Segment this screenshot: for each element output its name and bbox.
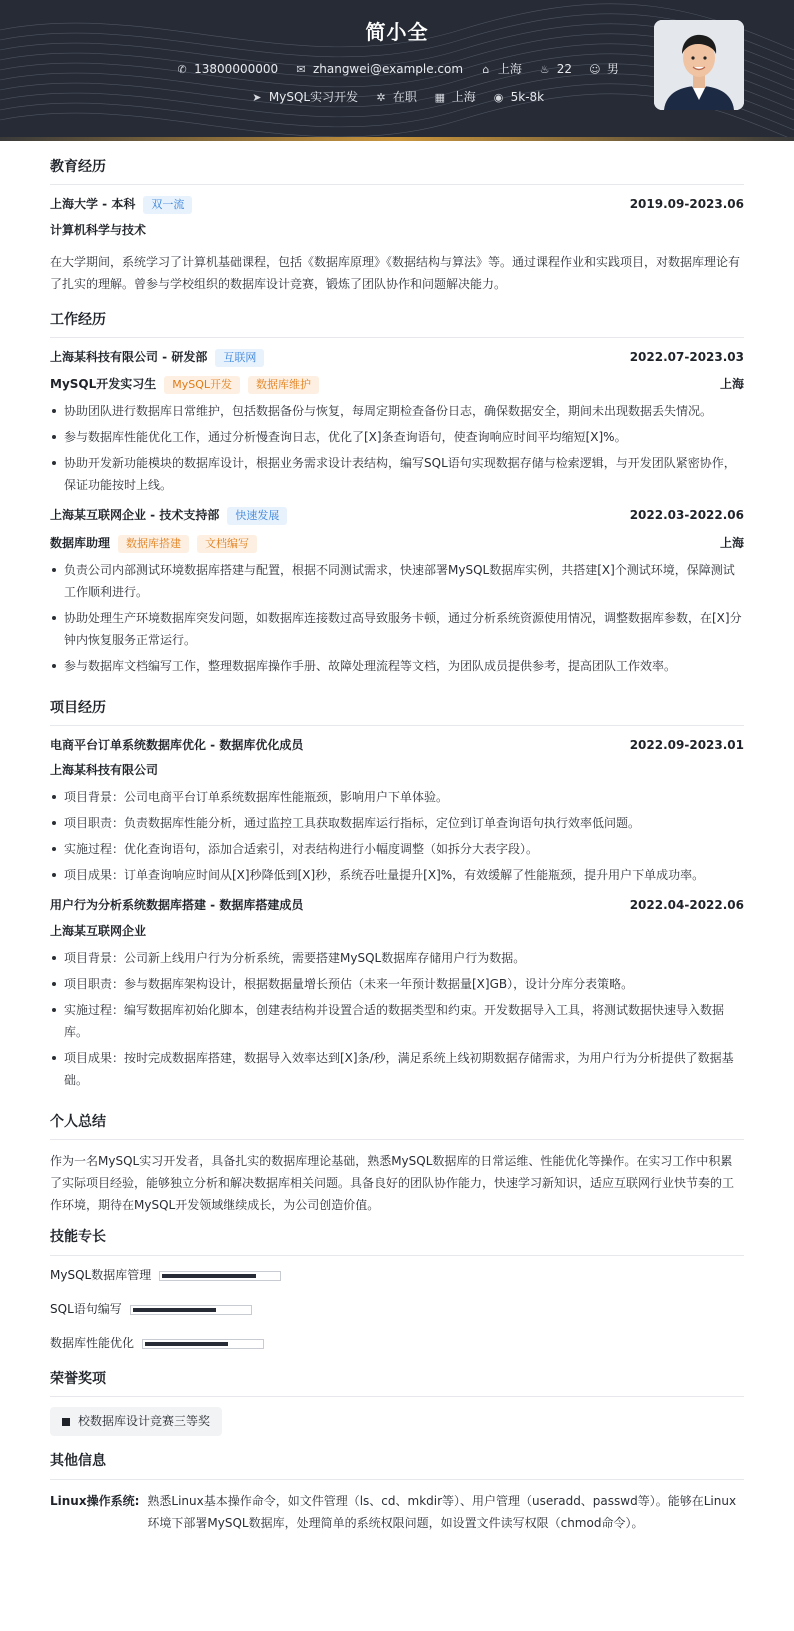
phone-info [175,60,278,79]
skill-level-bar [130,1305,252,1315]
resume-body [50,156,744,1534]
gender-info [588,60,619,79]
list-item: 项目职责：负责数据库性能分析，通过监控工具获取数据库运行指标，定位到订单查询语句执行效率低问题。 [50,812,744,834]
company-tag: 互联网 [215,349,264,367]
summary-section [50,1111,744,1216]
education-header-row [50,195,744,214]
company-name: 上海某互联网企业 - 技术支持部 [50,508,220,523]
list-item: 参与数据库文档编写工作，整理数据库操作手册、故障处理流程等文档，为团队成员提供参考，提高团队工作效率。 [50,655,744,677]
list-item: 项目职责：参与数据库架构设计，根据数据量增长预估（未来一年预计数据量[X]GB），设计分库分表策略。 [50,973,744,995]
email-value: zhangwei@example.com [312,62,464,76]
project-name: 电商平台订单系统数据库优化 - 数据库优化成员 [50,738,304,753]
list-item: 协助团队进行数据库日常维护，包括数据备份与恢复，每周定期检查备份日志，确保数据安全，期间未出现数据丢失情况。 [50,400,744,422]
education-description: 在大学期间，系统学习了计算机基础课程，包括《数据库原理》《数据结构与算法》等。通过课程作业和实践项目，对数据库理论有了扎实的理解。曾参与学校组织的数据库设计竞赛，锻炼了团队协作和问题解决能力。 [50,254,741,291]
list-item: 协助开发新功能模块的数据库设计，根据业务需求设计表结构，编写SQL语句实现数据存储与检索逻辑，与开发团队紧密协作，保证功能按时上线。 [50,452,744,496]
work-company-row [50,506,744,525]
work-location: 上海 [719,377,744,392]
phone-value: 13800000000 [194,62,279,76]
section-title-projects: 项目经历 [50,697,744,726]
list-item: 实施过程：优化查询语句，添加合适索引，对表结构进行小幅度调整（如拆分大表字段）。 [50,838,744,860]
work-role-row [50,534,744,553]
status-value: 在职 [392,90,417,104]
position-info [250,88,358,107]
company-tag: 快速发展 [227,507,287,525]
role-tag: MySQL开发 [164,376,240,394]
project-item [50,736,744,886]
list-item: 协助处理生产环境数据库突发问题，如数据库连接数过高导致服务卡顿，通过分析系统资源使用情况，调整数据库参数，在[X]分钟内恢复服务正常运行。 [50,607,744,651]
list-item: 参与数据库性能优化工作，通过分析慢查询日志，优化了[X]条查询语句，使查询响应时间平均缩短[X]%。 [50,426,744,448]
education-period: 2019.09-2023.06 [629,197,744,212]
other-info-text: 熟悉Linux基本操作命令，如文件管理（ls、cd、mkdir等）、用户管理（useradd、passwd等）。能够在Linux环境下部署MySQL数据库，处理简单的系统权限问题，如设置文件读写权限（chmod命令）。 [147,1493,737,1530]
project-org: 上海某科技有限公司 [50,763,159,778]
gender-value: 男 [606,62,619,76]
list-item: 项目背景：公司新上线用户行为分析系统，需要搭建MySQL数据库存储用户行为数据。 [50,947,744,969]
city-value: 上海 [497,62,522,76]
work-period: 2022.07-2023.03 [629,349,744,364]
section-title-education: 教育经历 [50,156,744,185]
skill-name: 数据库性能优化 [50,1336,135,1351]
position-value: MySQL实习开发 [268,90,359,104]
work-company-row [50,348,744,367]
send-icon: ➤ [252,91,262,104]
work-item [50,506,744,676]
project-org: 上海某互联网企业 [50,923,147,938]
major-name: 计算机科学与技术 [50,222,147,237]
work-role-row [50,375,744,394]
skill-item [50,1266,744,1286]
section-title-work: 工作经历 [50,309,744,338]
skill-item [50,1300,744,1320]
age-info [538,60,572,79]
section-title-awards: 荣誉奖项 [50,1368,744,1397]
role-tag: 文档编写 [197,535,257,553]
email-info [294,60,463,79]
project-header-row [50,896,744,915]
building-icon: ▦ [434,91,445,104]
project-header-row [50,736,744,755]
candidate-name: 简小全 [365,20,429,44]
square-bullet-icon [62,1418,70,1426]
project-name: 用户行为分析系统数据库搭建 - 数据库搭建成员 [50,898,304,913]
role-name: 数据库助理 [50,535,111,550]
skill-name: SQL语句编写 [50,1302,122,1317]
age-value: 22 [556,62,573,76]
work-location: 上海 [719,535,744,550]
salary-value: 5k-8k [510,90,545,104]
project-bullets [50,786,744,886]
award-badge [50,1407,222,1436]
skill-name: MySQL数据库管理 [50,1268,152,1283]
project-period: 2022.09-2023.01 [629,738,744,753]
other-info-label: Linux操作系统: [50,1493,140,1508]
work-bullets [50,400,744,496]
skill-item [50,1334,744,1354]
skill-level-fill [162,1274,256,1278]
resume-header [0,0,794,141]
project-item [50,896,744,1090]
section-title-other: 其他信息 [50,1450,744,1479]
cake-icon: ♨ [539,63,550,76]
skill-level-bar [159,1271,281,1281]
role-tag: 数据库搭建 [118,535,189,553]
summary-text: 作为一名MySQL实习开发者，具备扎实的数据库理论基础，熟悉MySQL数据库的日常运维、性能优化等操作。在实习工作中积累了实际项目经验，能够独立分析和解决数据库相关问题。具备良好的团队协作能力，快速学习新知识，适应互联网行业快节奏的工作环境，期待在MySQL开发领域继续成长，为公司创造价值。 [50,1154,735,1213]
target-city-info [433,88,476,107]
awards-section [50,1368,744,1437]
award-label: 校数据库设计竞赛三等奖 [78,1414,211,1429]
other-section [50,1450,744,1533]
city-info [479,60,522,79]
company-name: 上海某科技有限公司 - 研发部 [50,349,208,364]
header-accent-line [0,137,794,141]
home-icon: ⌂ [482,63,490,76]
list-item: 项目成果：订单查询响应时间从[X]秒降低到[X]秒，系统吞吐量提升[X]%，有效缓解了性能瓶颈，提升用户下单成功率。 [50,864,744,886]
education-section [50,156,744,295]
skills-list [50,1266,744,1354]
skills-section [50,1226,744,1353]
list-item: 实施过程：编写数据库初始化脚本，创建表结构并设置合适的数据类型和约束。开发数据导入工具，将测试数据快速导入数据库。 [50,999,744,1043]
work-section [50,309,744,677]
role-name: MySQL开发实习生 [50,377,157,392]
phone-icon: ✆ [177,63,187,76]
work-item [50,348,744,496]
school-name: 上海大学 - 本科 [50,197,136,212]
skill-level-bar [142,1339,264,1349]
email-icon: ✉ [296,63,306,76]
section-title-skills: 技能专长 [50,1226,744,1255]
project-bullets [50,947,744,1091]
work-bullets [50,559,744,677]
projects-section [50,697,744,1091]
other-info-item [50,1490,744,1534]
role-tag: 数据库维护 [248,376,319,394]
salary-info [492,88,545,107]
work-period: 2022.03-2022.06 [629,508,744,523]
school-tag: 双一流 [143,196,192,214]
list-item: 负责公司内部测试环境数据库搭建与配置，根据不同测试需求，快速部署MySQL数据库实例，共搭建[X]个测试环境，保障测试工作顺利进行。 [50,559,744,603]
avatar-portrait-icon [654,20,744,110]
status-info [374,88,417,107]
skill-level-fill [133,1308,216,1312]
project-period: 2022.04-2022.06 [629,898,744,913]
status-icon: ✲ [376,91,386,104]
section-title-summary: 个人总结 [50,1111,744,1140]
avatar [654,20,744,110]
target-city-value: 上海 [451,90,476,104]
skill-level-fill [145,1342,228,1346]
gender-icon: ☺ [589,63,601,76]
salary-icon: ◉ [493,91,504,104]
list-item: 项目背景：公司电商平台订单系统数据库性能瓶颈，影响用户下单体验。 [50,786,744,808]
list-item: 项目成果：按时完成数据库搭建，数据导入效率达到[X]条/秒，满足系统上线初期数据存储需求，为用户行为分析提供了数据基础。 [50,1047,744,1091]
